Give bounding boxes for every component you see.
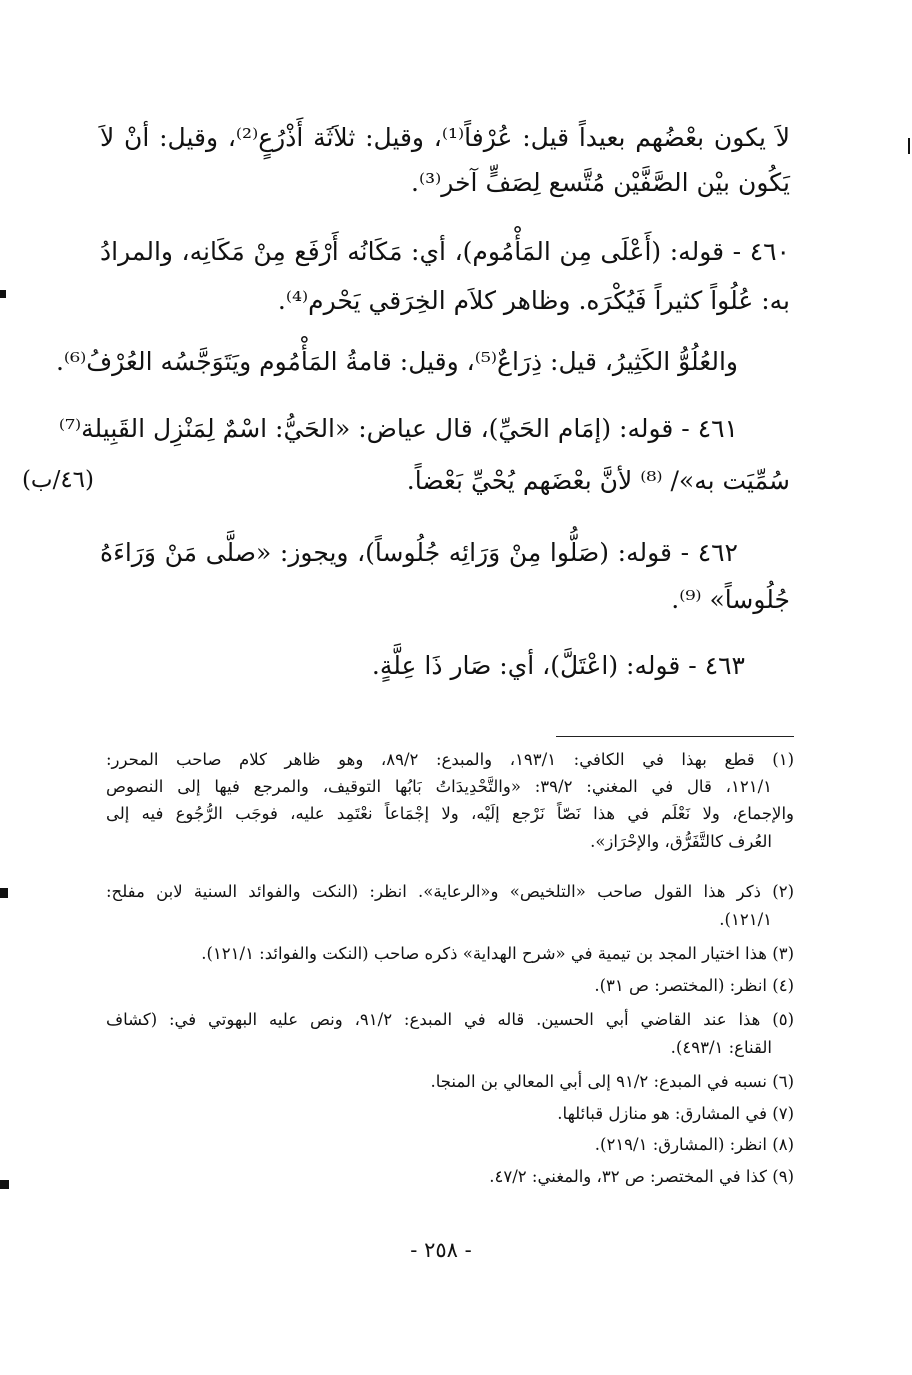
- main-text-line: ٤٦٣ - قوله: (اعْتَلَّ)، أي: صَار ذَا عِلَّةٍ.: [371, 651, 745, 680]
- footnote-line: العُرف كالتَّفَرُّق، والإحْرَاز».: [590, 832, 772, 851]
- main-text-line: به: عُلُواً كثيراً فَيُكْرَه. وظاهر كلاَم الخِرَقي يَحْرم⁽⁴⁾.: [277, 286, 790, 315]
- footnote-line: (٢) ذكر هذا القول صاحب «التلخيص» و«الرعاية». انظر: (النكت والفوائد السنية لابن مفلح:: [106, 882, 794, 901]
- footnote-line: (٣) هذا اختيار المجد بن تيمية في «شرح الهداية» ذكره صاحب (النكت والفوائد: ١٢١/١).: [201, 944, 794, 963]
- footnote-line: القناع: ٤٩٣/١).: [670, 1038, 772, 1057]
- footnote-line: ١٢١/١).: [719, 910, 772, 929]
- main-text-line: ٤٦٢ - قوله: (صَلُّوا مِنْ وَرَائِه جُلُوساً)، ويجوز: «صلَّى مَنْ وَرَاءَهُ: [100, 538, 738, 567]
- scan-mark: [0, 290, 6, 298]
- footnote-line: والإجماع، ولا نَعْلَم في هذا نَصّاً نَرْجع إلَيْه، ولا إجْمَاعاً نعْتَمِد عليه، فوجَب الرُّجُوع فيه إلى: [106, 804, 794, 823]
- main-text-line: سُمِّيَت به»/ ⁽⁸⁾ لأنَّ بعْضَهم يُحْيِّ بَعْضاً.: [406, 466, 790, 495]
- footnote-line: (٧) في المشارق: هو منازل قبائلها.: [557, 1104, 794, 1123]
- main-text-line: ٤٦١ - قوله: (إمَام الحَيِّ)، قال عياض: «الحَيُّ: اسْمٌ لِمَنْزِل القَبِيلة⁽⁷⁾: [58, 414, 738, 443]
- footnote-line: (٨) انظر: (المشارق: ٢١٩/١).: [594, 1135, 794, 1154]
- main-text-line: جُلُوساً» ⁽⁹⁾.: [671, 585, 790, 614]
- main-text-line: والعُلُوُّ الكَثِيرُ، قيل: ذِرَاعٌ⁽⁵⁾، وقيل: قامةُ المَأْمُوم ويَتَوَجَّسُه العُرْفُ⁽⁶⁾.: [55, 347, 738, 376]
- footnote-line: (٦) نسبه في المبدع: ٩١/٢ إلى أبي المعالي بن المنجا.: [430, 1072, 794, 1091]
- footnote-line: ١٢١/١، قال في المغني: ٣٩/٢: «والتَّحْدِيدَاتُ بَابُها التوقيف، والمرجع فيها إلى النصوص: [106, 777, 773, 796]
- footnote-line: (١) قطع بهذا في الكافي: ١٩٣/١، والمبدع: ٨٩/٢، وهو ظاهر كلام صاحب المحرر:: [106, 750, 794, 769]
- scan-mark: [0, 1180, 9, 1189]
- footnote-line: (٥) هذا عند القاضي أبي الحسين. قاله في المبدع: ٩١/٢، ونص عليه البهوتي في: (كشاف: [106, 1010, 794, 1029]
- footnote-line: (٩) كذا في المختصر: ص ٣٢، والمغني: ٤٧/٢.: [489, 1167, 794, 1186]
- main-text-line: يَكُون بيْن الصَّفَّيْن مُتَّسع لِصَفٍّ آخر⁽³⁾.: [411, 168, 790, 197]
- footnote-separator: [556, 736, 794, 737]
- footnote-line: (٤) انظر: (المختصر: ص ٣١).: [594, 976, 794, 995]
- scan-mark: [0, 888, 8, 898]
- folio-margin-note: (٤٦/ب): [21, 467, 95, 493]
- main-text-line: لاَ يكون بعْضُهم بعيداً قيل: عُرْفاً⁽¹⁾، وقيل: ثلاَثَة أَذْرُعٍ⁽²⁾، وقيل: أنْ لاَ: [100, 123, 790, 152]
- scan-mark: [908, 138, 910, 154]
- page-number: - ٢٥٨ -: [410, 1238, 472, 1262]
- main-text-line: ٤٦٠ - قوله: (أَعْلَى مِن المَأْمُوم)، أي: مَكَانُه أَرْفَع مِنْ مَكَانِه، والمرادُ: [100, 237, 790, 266]
